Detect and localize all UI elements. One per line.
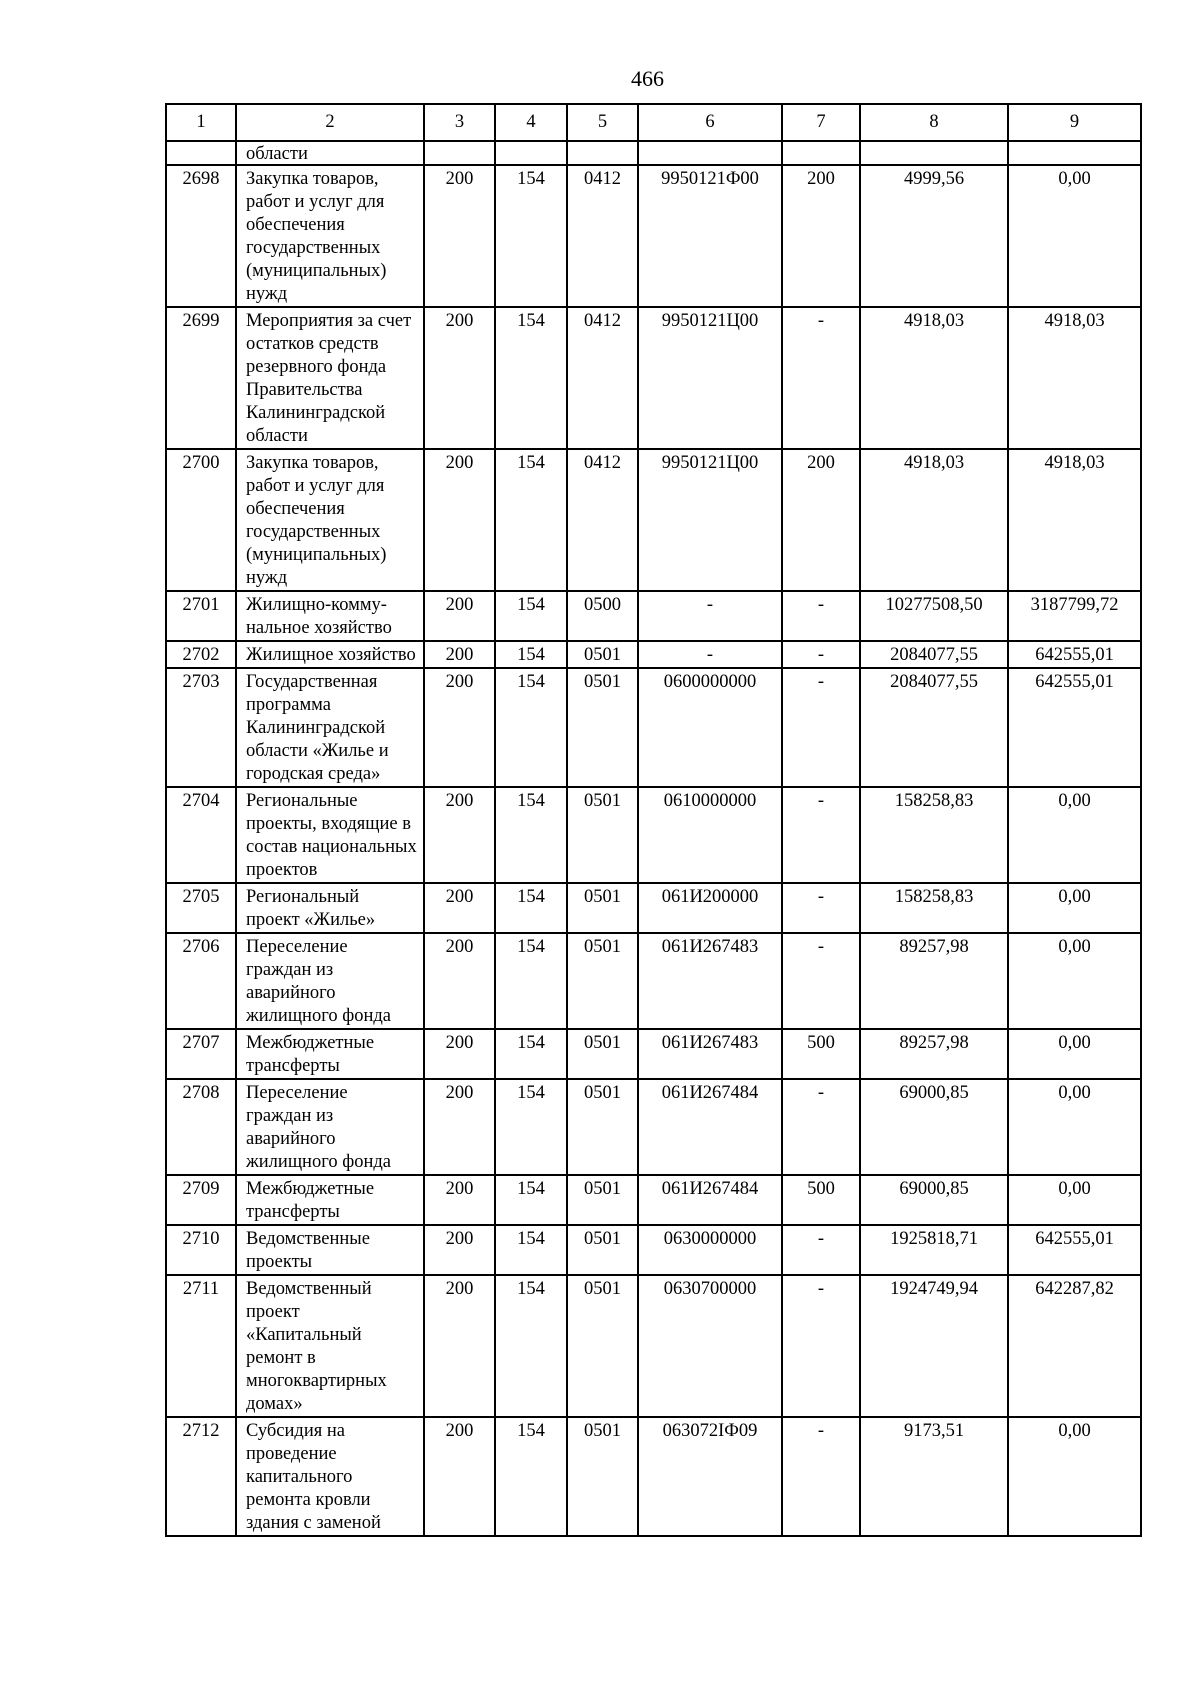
cell-col-3: 200 (424, 165, 495, 307)
cell-col-6: 9950121Ц00 (638, 307, 782, 449)
cell-col-4: 154 (495, 668, 567, 787)
row-description: Жилищное хозяйство (236, 641, 424, 668)
table-row (166, 787, 1141, 883)
cell-col-5: 0500 (567, 591, 638, 641)
cell-col-5: 0501 (567, 883, 638, 933)
row-description: Региональные проекты, входящие в состав национальных проектов (236, 787, 424, 883)
cell-col-3: 200 (424, 1225, 495, 1275)
cell-col-4: 154 (495, 1175, 567, 1225)
cell-col-9: 642555,01 (1008, 1225, 1141, 1275)
cell-col-3: 200 (424, 933, 495, 1029)
cell-col-9: 0,00 (1008, 1417, 1141, 1536)
cell-col-8: 89257,98 (860, 1029, 1008, 1079)
cell-col-4: 154 (495, 307, 567, 449)
row-number: 2706 (166, 933, 236, 1029)
cell-col-8: 4999,56 (860, 165, 1008, 307)
cell-col-7: - (782, 1417, 860, 1536)
row-description: Жилищно-комму-нальное хозяйство (236, 591, 424, 641)
cell-col-7: 200 (782, 165, 860, 307)
cell-col-7: - (782, 307, 860, 449)
cell-col-6: 9950121Ф00 (638, 165, 782, 307)
cell-col-7: - (782, 668, 860, 787)
cell-col-8: 4918,03 (860, 449, 1008, 591)
cell-col-5: 0501 (567, 1175, 638, 1225)
cell-col-8: 1924749,94 (860, 1275, 1008, 1417)
cell-col-9: 642555,01 (1008, 668, 1141, 787)
row-description: Межбюджетные трансферты (236, 1029, 424, 1079)
table-row (166, 591, 1141, 641)
table-row (166, 307, 1141, 449)
table-row (166, 165, 1141, 307)
row-number: 2710 (166, 1225, 236, 1275)
row-number: 2699 (166, 307, 236, 449)
cell-col-8: 69000,85 (860, 1175, 1008, 1225)
cell-col-4: 154 (495, 883, 567, 933)
cell-col-5: 0501 (567, 668, 638, 787)
cell-col-8: 158258,83 (860, 883, 1008, 933)
row-number: 2705 (166, 883, 236, 933)
row-description: Субсидия на проведение капитального ремонта кровли здания с заменой (236, 1417, 424, 1536)
cell-col-6: 0600000000 (638, 668, 782, 787)
cell-col-6: 061И267483 (638, 1029, 782, 1079)
cell-col-4: 154 (495, 1275, 567, 1417)
col-header-7: 7 (782, 104, 860, 141)
row-description: Ведомственный проект «Капитальный ремонт в многоквартирных домах» (236, 1275, 424, 1417)
cell-col-5: 0501 (567, 1079, 638, 1175)
cell-col-9: 0,00 (1008, 883, 1141, 933)
cell-col-3: 200 (424, 307, 495, 449)
cell-col-9: 4918,03 (1008, 307, 1141, 449)
cell-col-9: 0,00 (1008, 1175, 1141, 1225)
col-header-3: 3 (424, 104, 495, 141)
cell-col-7: - (782, 1225, 860, 1275)
cell-col-9: 642287,82 (1008, 1275, 1141, 1417)
cell-col-6: - (638, 591, 782, 641)
cell-col-5: 0412 (567, 307, 638, 449)
cell-col-5: 0501 (567, 1275, 638, 1417)
cell-col-5: 0412 (567, 449, 638, 591)
cell-col-5: 0501 (567, 1225, 638, 1275)
table-row (166, 933, 1141, 1029)
cell-col-3: 200 (424, 1175, 495, 1225)
cell-col-3: 200 (424, 591, 495, 641)
cell-col-3: 200 (424, 883, 495, 933)
col-header-5: 5 (567, 104, 638, 141)
cell-col-9: 0,00 (1008, 1079, 1141, 1175)
cell-col-6: 0630000000 (638, 1225, 782, 1275)
row-description: Государственная программа Калининградской области «Жилье и городская среда» (236, 668, 424, 787)
cell-col-4: 154 (495, 1225, 567, 1275)
cell-col-3: 200 (424, 1029, 495, 1079)
col-header-6: 6 (638, 104, 782, 141)
cell-col-9: 642555,01 (1008, 641, 1141, 668)
cell-col-7: 200 (782, 449, 860, 591)
cell-col-7: - (782, 933, 860, 1029)
cell-col-8: 9173,51 (860, 1417, 1008, 1536)
row-description: Переселение граждан из аварийного жилищного фонда (236, 1079, 424, 1175)
cell-col-5: 0412 (567, 165, 638, 307)
cell-col-9: 0,00 (1008, 933, 1141, 1029)
table-row (166, 1225, 1141, 1275)
table-row (166, 1275, 1141, 1417)
cell-col-4: 154 (495, 787, 567, 883)
row-number: 2708 (166, 1079, 236, 1175)
table-row (166, 883, 1141, 933)
cell-col-9: 4918,03 (1008, 449, 1141, 591)
row-number: 2712 (166, 1417, 236, 1536)
table-row (166, 1079, 1141, 1175)
cell-col-6: 063072IФ09 (638, 1417, 782, 1536)
cell-col-8: 2084077,55 (860, 641, 1008, 668)
cell-col-4: 154 (495, 933, 567, 1029)
cell-col-8: 1925818,71 (860, 1225, 1008, 1275)
cell-col-6: 061И200000 (638, 883, 782, 933)
row-description: Закупка товаров, работ и услуг для обеспечения государственных (муниципальных) нужд (236, 165, 424, 307)
cell-col-7: - (782, 883, 860, 933)
cell-col-3: 200 (424, 787, 495, 883)
cell-col-8: 89257,98 (860, 933, 1008, 1029)
col-header-2: 2 (236, 104, 424, 141)
row-description: Региональный проект «Жилье» (236, 883, 424, 933)
row-number: 2703 (166, 668, 236, 787)
cell-col-9: 0,00 (1008, 165, 1141, 307)
cell-col-7: 500 (782, 1175, 860, 1225)
table-row (166, 449, 1141, 591)
cell-col-4: 154 (495, 1417, 567, 1536)
cell-col-6: 061И267483 (638, 933, 782, 1029)
cell-col-6: - (638, 641, 782, 668)
cell-col-7: - (782, 1079, 860, 1175)
row-description: Переселение граждан из аварийного жилищного фонда (236, 933, 424, 1029)
cell-col-9: 0,00 (1008, 787, 1141, 883)
row-description: Ведомственные проекты (236, 1225, 424, 1275)
table-row (166, 1417, 1141, 1536)
cell-col-4: 154 (495, 449, 567, 591)
cell-col-7: - (782, 1275, 860, 1417)
row-description: Межбюджетные трансферты (236, 1175, 424, 1225)
row-number: 2707 (166, 1029, 236, 1079)
row-description: Закупка товаров, работ и услуг для обеспечения государственных (муниципальных) нужд (236, 449, 424, 591)
cell-col-5: 0501 (567, 787, 638, 883)
table-row (166, 668, 1141, 787)
table-row (166, 1175, 1141, 1225)
cell-col-9: 0,00 (1008, 1029, 1141, 1079)
cell-col-8: 2084077,55 (860, 668, 1008, 787)
cell-col-6: 061И267484 (638, 1175, 782, 1225)
cell-col-4: 154 (495, 1029, 567, 1079)
row-number: 2698 (166, 165, 236, 307)
cell-col-7: 500 (782, 1029, 860, 1079)
col-header-4: 4 (495, 104, 567, 141)
table-row (166, 641, 1141, 668)
cell-col-3: 200 (424, 668, 495, 787)
col-header-8: 8 (860, 104, 1008, 141)
cell-col-7: - (782, 641, 860, 668)
cell-col-4: 154 (495, 591, 567, 641)
cell-col-6: 0610000000 (638, 787, 782, 883)
cell-col-3: 200 (424, 1417, 495, 1536)
cell-col-3: 200 (424, 1275, 495, 1417)
row-number: 2702 (166, 641, 236, 668)
cell-col-5: 0501 (567, 933, 638, 1029)
cell-col-3: 200 (424, 449, 495, 591)
cell-col-6: 9950121Ц00 (638, 449, 782, 591)
table-row (166, 1029, 1141, 1079)
cell-col-5: 0501 (567, 1029, 638, 1079)
cell-col-4: 154 (495, 641, 567, 668)
cell-col-4: 154 (495, 165, 567, 307)
cell-col-8: 69000,85 (860, 1079, 1008, 1175)
cell-col-3: 200 (424, 1079, 495, 1175)
cell-col-8: 4918,03 (860, 307, 1008, 449)
header-row (166, 104, 1141, 141)
cell-col-7: - (782, 787, 860, 883)
row-number: 2700 (166, 449, 236, 591)
col-header-9: 9 (1008, 104, 1141, 141)
row-number: 2701 (166, 591, 236, 641)
cell-col-7: - (782, 591, 860, 641)
cell-col-8: 158258,83 (860, 787, 1008, 883)
col-header-1: 1 (166, 104, 236, 141)
continuation-row (166, 141, 1141, 165)
cell-col-8: 10277508,50 (860, 591, 1008, 641)
row-description: Мероприятия за счет остатков средств резервного фонда Правительства Калининградской области (236, 307, 424, 449)
cell-col-6: 0630700000 (638, 1275, 782, 1417)
page-number: 466 (631, 66, 664, 91)
continuation-text: области (236, 141, 424, 165)
cell-col-5: 0501 (567, 1417, 638, 1536)
row-number: 2709 (166, 1175, 236, 1225)
cell-col-4: 154 (495, 1079, 567, 1175)
budget-table (165, 103, 1142, 1537)
cell-col-5: 0501 (567, 641, 638, 668)
row-number: 2704 (166, 787, 236, 883)
cell-col-3: 200 (424, 641, 495, 668)
row-number: 2711 (166, 1275, 236, 1417)
cell-col-9: 3187799,72 (1008, 591, 1141, 641)
cell-col-6: 061И267484 (638, 1079, 782, 1175)
